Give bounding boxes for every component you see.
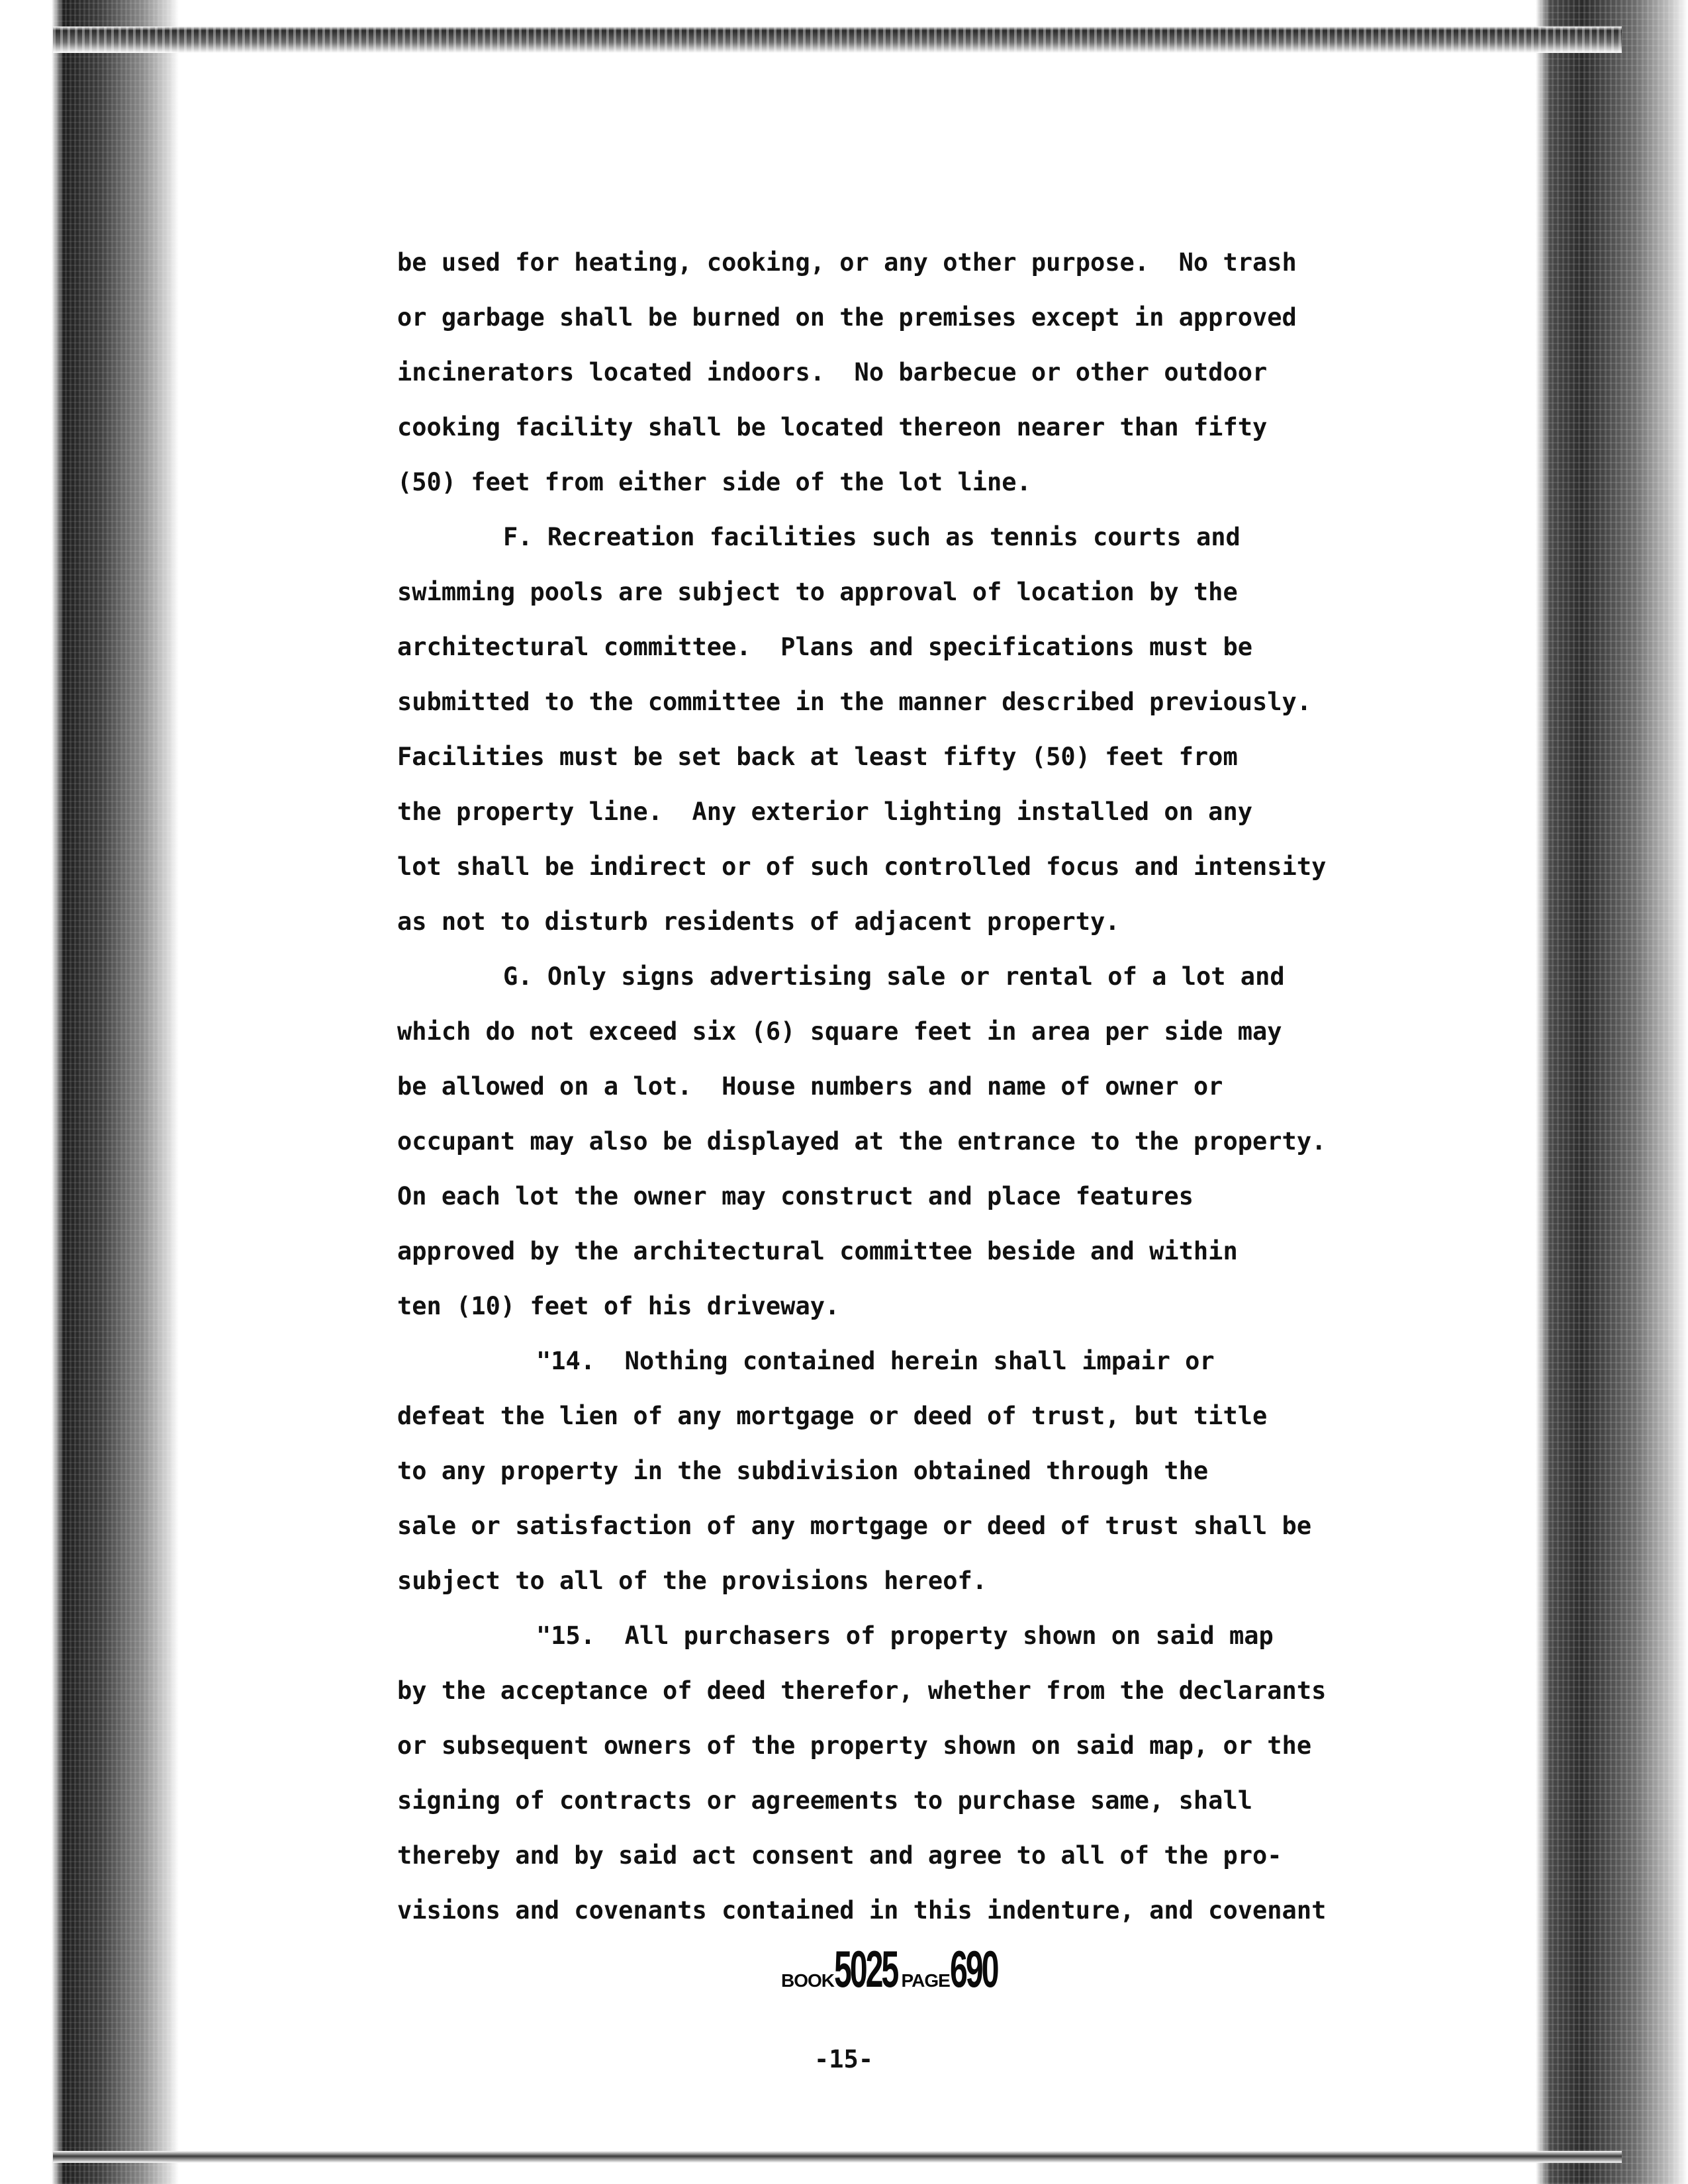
scan-border-left	[0, 0, 179, 2184]
text-line: incinerators located indoors. No barbecue or other outdoor	[397, 358, 1268, 387]
text-line: signing of contracts or agreements to purchase same, shall	[397, 1786, 1253, 1815]
scan-border-top	[53, 26, 1622, 53]
text-line: Facilities must be set back at least fifty (50) feet from	[397, 743, 1238, 771]
book-number: 5025	[834, 1940, 898, 1998]
page-label: PAGE	[901, 1970, 950, 1991]
scan-border-right	[1536, 0, 1688, 2184]
text-line: the property line. Any exterior lighting installed on any	[397, 797, 1253, 826]
text-line: lot shall be indirect or of such controlled focus and intensity	[397, 852, 1327, 881]
section-15-start: "15. All purchasers of property shown on said map	[536, 1621, 1274, 1650]
paragraph-f-start: F. Recreation facilities such as tennis courts and	[503, 523, 1241, 551]
text-line: sale or satisfaction of any mortgage or deed of trust shall be	[397, 1512, 1312, 1540]
text-line: thereby and by said act consent and agree to all of the pro-	[397, 1841, 1282, 1870]
text-line: occupant may also be displayed at the entrance to the property.	[397, 1127, 1327, 1156]
section-14-start: "14. Nothing contained herein shall impair or	[536, 1347, 1215, 1375]
text-line: to any property in the subdivision obtained through the	[397, 1457, 1209, 1485]
text-line: ten (10) feet of his driveway.	[397, 1292, 840, 1320]
text-line: (50) feet from either side of the lot line.	[397, 468, 1031, 496]
book-label: BOOK	[781, 1970, 834, 1991]
text-line: subject to all of the provisions hereof.	[397, 1567, 988, 1595]
page-footer: -15-	[814, 2045, 874, 2073]
text-line: submitted to the committee in the manner described previously.	[397, 688, 1312, 716]
text-line: be allowed on a lot. House numbers and name of owner or	[397, 1072, 1223, 1101]
text-line: On each lot the owner may construct and place features	[397, 1182, 1194, 1210]
book-page-stamp	[781, 1940, 1026, 1998]
text-line: be used for heating, cooking, or any other purpose. No trash	[397, 248, 1297, 277]
scan-border-bottom	[53, 2151, 1622, 2163]
text-line: as not to disturb residents of adjacent property.	[397, 907, 1120, 936]
text-line: by the acceptance of deed therefor, whether from the declarants	[397, 1676, 1327, 1705]
page-number: 690	[949, 1940, 998, 1998]
document-body	[397, 235, 1470, 1938]
text-line: architectural committee. Plans and specifications must be	[397, 633, 1253, 661]
text-line: defeat the lien of any mortgage or deed of trust, but title	[397, 1402, 1268, 1430]
text-line: swimming pools are subject to approval of location by the	[397, 578, 1238, 606]
text-line: which do not exceed six (6) square feet in area per side may	[397, 1017, 1282, 1046]
paragraph-g-start: G. Only signs advertising sale or rental of a lot and	[503, 962, 1285, 991]
text-line: cooking facility shall be located thereon nearer than fifty	[397, 413, 1268, 441]
text-line: or subsequent owners of the property shown on said map, or the	[397, 1731, 1312, 1760]
text-line: or garbage shall be burned on the premises except in approved	[397, 303, 1297, 332]
text-line: approved by the architectural committee beside and within	[397, 1237, 1238, 1265]
text-line: visions and covenants contained in this indenture, and covenant	[397, 1896, 1327, 1925]
